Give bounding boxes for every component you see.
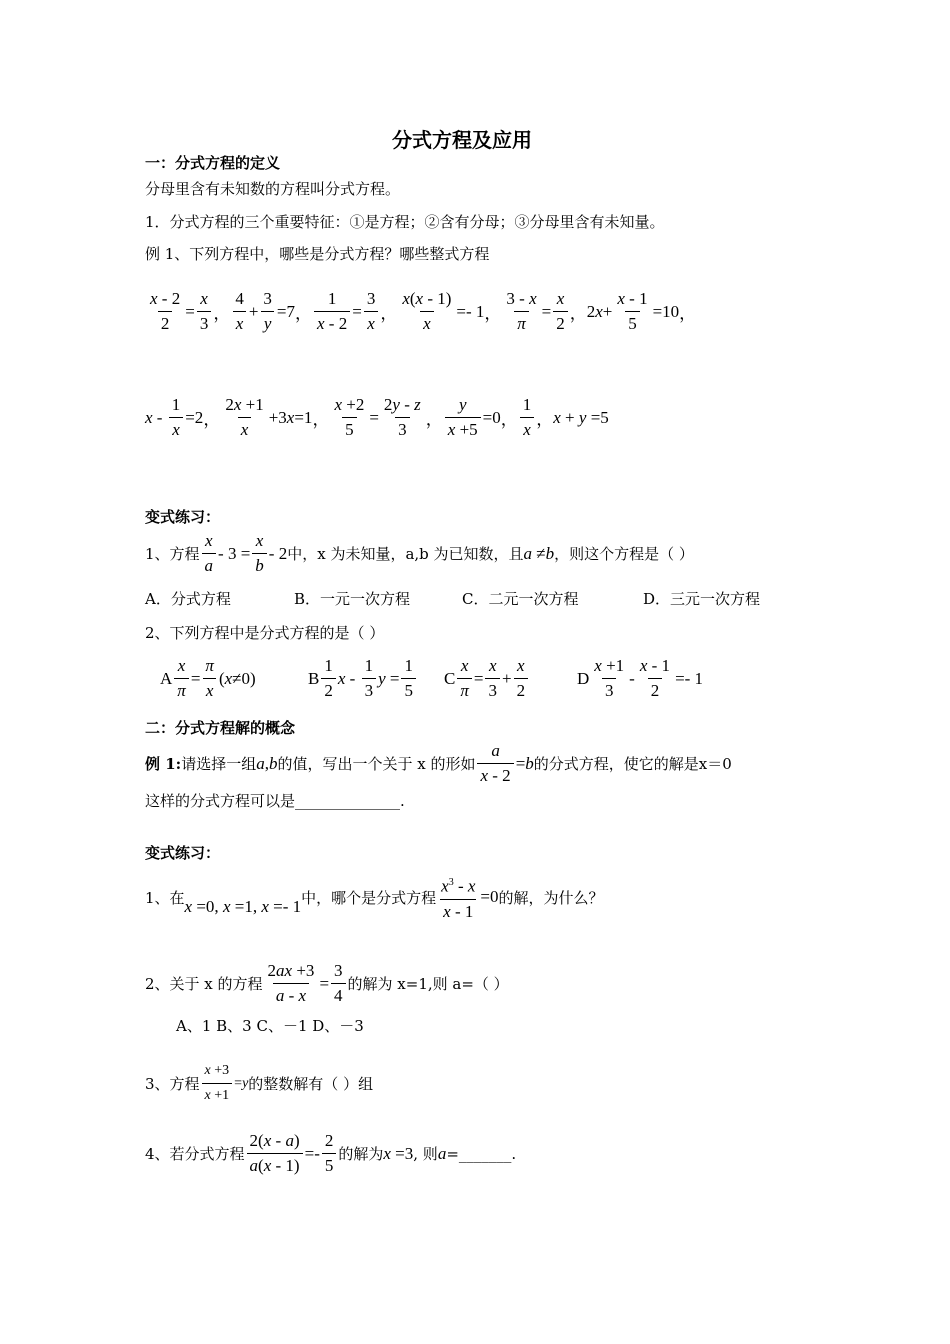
- q2-option-d: D $\frac{x +1}{3}$ - $\frac{x - 1}{2}$ =- 1: [577, 656, 704, 700]
- equation-row-2: x - $\frac{1}{x}$ =2 ， $\frac{2x +1}{x}$ +3 x =1 ， $\frac{x +2}{5}$ = $\frac{2y - z}{3}$ ， $\frac{y}{x +5}$ =0 ， $\frac{1}{x}$ ， x + y =5: [145, 395, 609, 439]
- equation-row-1: $\frac{x - 2}{2}$ = $\frac{x}{3}$ ， $\frac{4}{x}$ + $\frac{3}{y}$ =7 ， $\frac{1}{x - 2}$ = $\frac{3}{x}$ ， $\frac{x(x - 1)}{x}$ =- 1 ， $\frac{3 - x}{\pi}$ = $\frac{x}{2}$ ， 2 x + $\frac{x - 1}{5}$ =10 ，: [150, 289, 697, 333]
- exercise-2-q1: 1、在 x =0, x =1, x =- 1 中，哪个是分式方程 $\frac{x^3 - x}{x - 1}$ =0 的解，为什么？: [145, 876, 604, 921]
- q2-option-b: B $\frac{1}{2}$ x - $\frac{1}{3}$ y = $\frac{1}{5}$: [308, 657, 418, 700]
- exercise-1-q2: 2、下列方程中是分式方程的是（ ）: [145, 624, 385, 642]
- section-2-heading: 二：分式方程解的概念: [145, 719, 296, 737]
- exercise-2-q4: 4、若分式方程 $\frac{2(x - a)}{a(x - 1)}$ =- $\frac{2}{5}$ 的解为 x =3 , 则 a =_______.: [145, 1131, 517, 1175]
- example-intro: 例 1、下列方程中，哪些是分式方程？哪些整式方程: [145, 245, 490, 263]
- q2-option-c: C $\frac{x}{\pi}$ = $\frac{x}{3}$ + $\frac{x}{2}$: [444, 657, 530, 700]
- option-c: C．二元一次方程: [462, 590, 579, 608]
- section-1-heading: 一：分式方程的定义: [145, 154, 281, 172]
- q2-option-a: A $\frac{x}{\pi}$ = $\frac{\pi}{x}$ ( x ≠0): [160, 656, 256, 700]
- section-2-example: 例 1: 请选择一组 a,b 的值，写出一个关于 x 的形如 $\frac{a}{x - 2}$ = b 的分式方程，使它的解是 x＝0: [145, 741, 732, 785]
- exercise-2-q2-options: A、1 B、3 C、－1 D、－3: [176, 1017, 364, 1035]
- exercise-2-q2: 2、关于 x 的方程 $\frac{2ax +3}{a - x}$ = $\frac{3}{4}$ 的解为 x=1,则 a=（ ）: [145, 961, 509, 1005]
- option-d: D．三元一次方程: [643, 590, 761, 608]
- exercise-2-heading: 变式练习：: [145, 844, 221, 862]
- features-text: 1．分式方程的三个重要特征：①是方程；②含有分母；③分母里含有未知量。: [145, 213, 665, 231]
- page-title: 分式方程及应用: [392, 128, 532, 152]
- section-2-answer-line: 这样的分式方程可以是______________.: [145, 792, 405, 810]
- exercise-2-q3: 3、方程 $\frac{x +3}{x +1}$ = y 的整数解有（ ）组: [145, 1063, 374, 1103]
- definition-text: 分母里含有未知数的方程叫分式方程。: [145, 180, 401, 198]
- exercise-1-heading: 变式练习：: [145, 508, 221, 526]
- exercise-1-q1: 1、方程 $\frac{x}{a}$ - 3 = $\frac{x}{b}$ - 2 中，x 为未知量，a,b 为已知数，且 a ≠b ，则这个方程是（ ）: [145, 531, 694, 575]
- option-a: A．分式方程: [145, 590, 231, 608]
- option-b: B．一元一次方程: [294, 590, 411, 608]
